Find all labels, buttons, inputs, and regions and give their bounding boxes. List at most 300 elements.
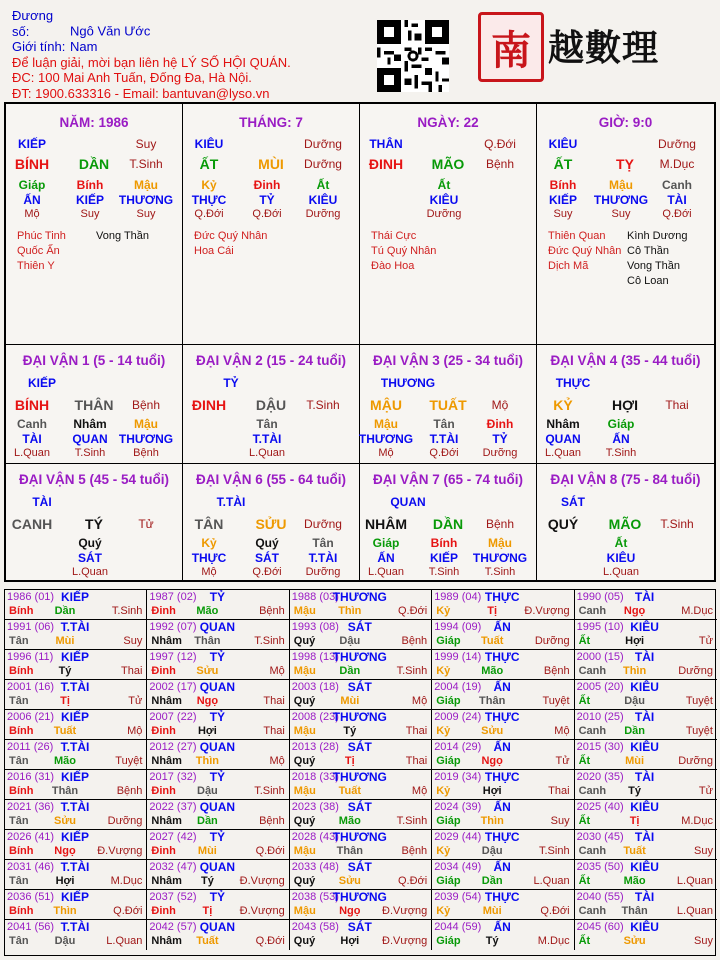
pillar-branch: DẦN — [78, 156, 110, 172]
luck-cell-6 — [183, 464, 360, 581]
year-god: KIẾP — [60, 770, 90, 784]
year-cell — [432, 770, 574, 800]
year-stem: Kỷ — [436, 785, 451, 797]
hidden-god: THƯƠNG — [593, 193, 649, 207]
pillar-branch: MÃO — [431, 156, 465, 172]
star-right: Vong Thần — [96, 230, 150, 242]
year-stage: L.Quan — [533, 875, 570, 887]
luck-branch: MÃO — [608, 516, 642, 532]
luck-hidden-state: T.Sinh — [484, 566, 516, 578]
pillar-cell-2 — [360, 104, 537, 345]
year-branch: Tị — [60, 695, 70, 707]
hidden-god: KIÊU — [429, 193, 459, 207]
luck-hidden-stem: Tân — [433, 417, 455, 431]
year-label: 2040 (55) — [576, 891, 624, 903]
year-cell — [5, 920, 147, 950]
year-cell — [432, 860, 574, 890]
luck-god: TÀI — [32, 495, 52, 509]
year-stage: M.Dục — [681, 815, 713, 827]
pillar-branch: TỴ — [616, 156, 634, 172]
year-cell — [147, 710, 289, 740]
chart-grid — [4, 102, 716, 582]
year-god: TỶ — [209, 650, 226, 664]
year-stem: Mậu — [293, 725, 316, 737]
year-branch: Thìn — [622, 665, 647, 677]
luck-hidden-god: TÀI — [22, 432, 42, 446]
year-stem: Giáp — [436, 635, 461, 647]
year-label: 2017 (32) — [149, 771, 197, 783]
year-branch: Dần — [481, 875, 503, 887]
year-god: QUAN — [199, 860, 236, 874]
year-cell — [147, 920, 289, 950]
owner-line — [12, 8, 291, 39]
year-label: 2041 (56) — [7, 921, 55, 933]
year-stem: Giáp — [436, 875, 461, 887]
luck-hidden-state: Bệnh — [133, 447, 159, 459]
year-stage: Suy — [694, 845, 713, 857]
year-god: THỰC — [484, 830, 520, 844]
year-stage: L.Quan — [676, 905, 713, 917]
year-cell — [147, 650, 289, 680]
year-stage: Thai — [405, 755, 428, 767]
year-branch: Tý — [58, 665, 72, 677]
pillar-stem: ĐINH — [368, 156, 404, 172]
luck-hidden-state: Q.Đới — [429, 447, 459, 459]
year-stem: Quý — [293, 935, 316, 947]
year-branch: Tuất — [480, 635, 504, 647]
year-stage: Dưỡng — [678, 755, 713, 767]
year-stem: Ất — [578, 695, 591, 707]
year-stem: Nhâm — [151, 695, 182, 707]
luck-branch: SỬU — [255, 516, 287, 532]
luck-title: ĐẠI VẬN 3 (25 - 34 tuổi) — [372, 353, 524, 368]
year-branch: Tuất — [196, 935, 219, 947]
luck-hidden-god: ẤN — [377, 551, 395, 565]
luck-title: ĐẠI VẬN 2 (15 - 24 tuổi) — [195, 353, 347, 368]
year-stage: Suy — [694, 935, 713, 947]
year-label: 2043 (58) — [291, 921, 339, 933]
star-left: Thiên Y — [17, 260, 55, 272]
year-label: 2001 (16) — [7, 681, 55, 693]
year-god: KIÊU — [630, 740, 659, 754]
yearly-table — [4, 589, 716, 956]
luck-hidden-state: L.Quan — [71, 566, 109, 578]
year-label: 2016 (31) — [7, 771, 55, 783]
luck-branch: HỢI — [612, 397, 638, 413]
star-left: Đức Quý Nhân — [548, 245, 622, 257]
year-stem: Quý — [293, 755, 316, 767]
year-god: ẤN — [493, 800, 511, 814]
year-stage: Q.Đới — [113, 905, 143, 917]
pillar-stage: Bệnh — [485, 157, 515, 171]
year-cell — [575, 710, 717, 740]
year-branch: Tuất — [53, 725, 77, 737]
year-stem: Kỷ — [436, 665, 451, 677]
year-label: 2000 (15) — [576, 651, 624, 663]
hidden-state: Suy — [553, 208, 573, 220]
luck-stem: MẬU — [370, 397, 402, 413]
contact-line-1: Để luận giải, mời bạn liên hệ LÝ SỐ HỘI QUÁN. — [12, 54, 291, 70]
year-stem: Giáp — [436, 935, 461, 947]
year-stem: Ất — [578, 875, 591, 887]
year-cell — [5, 620, 147, 650]
year-god: TỶ — [209, 770, 226, 784]
luck-hidden-god: THỰC — [191, 551, 227, 565]
gender-line — [12, 39, 291, 55]
luck-cell-5 — [6, 464, 183, 581]
year-label: 2009 (24) — [434, 711, 482, 723]
luck-hidden-god: SÁT — [255, 551, 279, 565]
luck-hidden-god: THƯƠNG — [118, 432, 174, 446]
year-label: 2023 (38) — [291, 801, 339, 813]
year-cell — [147, 680, 289, 710]
year-branch: Dậu — [339, 635, 361, 647]
year-branch: Sửu — [53, 815, 77, 827]
luck-hidden-god: T.TÀI — [308, 551, 338, 565]
year-label: 1991 (06) — [7, 621, 55, 633]
luck-hidden-state: T.Sinh — [74, 447, 106, 459]
hidden-god: THƯƠNG — [118, 193, 174, 207]
year-branch: Dần — [54, 605, 76, 617]
year-branch: Ngọ — [196, 695, 219, 707]
year-branch: Sửu — [196, 665, 219, 677]
luck-title: ĐẠI VẬN 5 (45 - 54 tuổi) — [18, 472, 170, 487]
year-stage: Q.Đới — [397, 605, 428, 617]
year-stage: T.Sinh — [254, 635, 285, 647]
star-right: Cô Loan — [627, 275, 669, 287]
luck-hidden-stem: Đinh — [486, 417, 514, 431]
year-stage: M.Dục — [537, 935, 570, 947]
luck-hidden-god: QUAN — [545, 432, 581, 446]
year-god: QUAN — [199, 920, 236, 934]
year-label: 2024 (39) — [434, 801, 482, 813]
luck-hidden-state: T.Sinh — [605, 447, 637, 459]
year-cell — [5, 590, 147, 620]
hidden-state: Dưỡng — [426, 208, 462, 220]
pillar-state: Q.Đới — [484, 137, 516, 151]
year-god: THỰC — [484, 890, 520, 904]
year-cell — [147, 830, 289, 860]
pillar-cell-0 — [6, 104, 183, 345]
star-left: Quốc Ấn — [17, 245, 60, 257]
luck-stage: Tử — [138, 517, 154, 531]
year-stem: Ất — [578, 755, 591, 767]
year-label: 1995 (10) — [576, 621, 624, 633]
luck-hidden-stem: Giáp — [607, 417, 635, 431]
year-stem: Đinh — [151, 785, 176, 797]
luck-god: THỰC — [555, 376, 591, 390]
year-stem: Ất — [578, 815, 591, 827]
year-label: 1989 (04) — [434, 591, 482, 603]
year-god: TÀI — [634, 710, 655, 724]
year-god: KIẾP — [60, 590, 90, 604]
year-branch: Ngọ — [481, 755, 503, 767]
year-stem: Quý — [293, 635, 316, 647]
year-label: 2003 (18) — [291, 681, 339, 693]
year-stem: Bính — [9, 785, 34, 797]
year-stage: Tuyệt — [685, 695, 713, 707]
year-stem: Canh — [578, 665, 607, 677]
year-label: 1999 (14) — [434, 651, 482, 663]
year-label: 1996 (11) — [7, 651, 54, 663]
year-branch: Dậu — [624, 695, 645, 707]
year-label: 2013 (28) — [291, 741, 339, 753]
hidden-stem: Đinh — [253, 178, 281, 192]
year-god: ẤN — [493, 680, 511, 694]
year-label: 1988 (03) — [291, 591, 339, 603]
pillar-cell-1 — [183, 104, 360, 345]
year-stem: Tân — [9, 935, 29, 947]
year-stem: Kỷ — [436, 905, 451, 917]
year-god: TÀI — [634, 650, 655, 664]
year-cell — [575, 680, 717, 710]
year-label: 2033 (48) — [291, 861, 339, 873]
luck-hidden-stem: Mậu — [488, 536, 512, 550]
year-branch: Mùi — [340, 695, 360, 707]
luck-title: ĐẠI VẬN 1 (5 - 14 tuổi) — [22, 353, 166, 368]
year-god: KIÊU — [630, 860, 659, 874]
year-stem: Đinh — [151, 665, 176, 677]
pillar-state: Suy — [135, 137, 157, 151]
year-cell — [432, 740, 574, 770]
hidden-state: Q.Đới — [662, 208, 692, 220]
luck-hidden-god: T.TÀI — [252, 432, 282, 446]
year-stage: T.Sinh — [396, 665, 428, 677]
year-god: KIẾP — [60, 890, 90, 904]
pillar-god: KIẾP — [17, 137, 47, 151]
luck-branch: DẦN — [432, 516, 464, 532]
year-label: 2026 (41) — [7, 831, 55, 843]
star-left: Thái Cực — [371, 230, 417, 242]
year-cell — [432, 650, 574, 680]
year-branch: Thìn — [53, 905, 77, 917]
luck-stem: TÂN — [194, 516, 224, 532]
year-cell — [290, 710, 432, 740]
year-branch: Tý — [343, 725, 357, 737]
year-branch: Mão — [54, 755, 76, 767]
year-god: SÁT — [347, 860, 372, 874]
pillar-god: KIÊU — [548, 137, 578, 151]
pillar-title: NGÀY: 22 — [417, 115, 479, 130]
year-cell — [5, 770, 147, 800]
hidden-god: THỰC — [191, 193, 227, 207]
hidden-state: Suy — [80, 208, 100, 220]
year-god: SÁT — [347, 680, 372, 694]
year-stage: Tử — [555, 755, 570, 767]
year-god: KIÊU — [630, 920, 659, 934]
luck-stage: Dưỡng — [304, 517, 342, 531]
luck-title: ĐẠI VẬN 6 (55 - 64 tuổi) — [195, 472, 347, 487]
year-branch: Mùi — [625, 755, 645, 767]
year-cell — [432, 800, 574, 830]
year-stem: Bính — [9, 905, 34, 917]
luck-cell-1 — [6, 345, 183, 464]
star-right: Vong Thần — [627, 260, 681, 272]
pillar-title: GIỜ: 9:0 — [598, 115, 653, 130]
luck-hidden-god: TỶ — [492, 432, 508, 446]
year-label: 2027 (42) — [149, 831, 197, 843]
luck-hidden-state: L.Quan — [13, 447, 51, 459]
year-branch: Dần — [339, 665, 361, 677]
luck-hidden-state: L.Quan — [367, 566, 405, 578]
year-label: 2034 (49) — [434, 861, 482, 873]
year-cell — [147, 860, 289, 890]
year-stage: Tử — [128, 695, 143, 707]
star-left: Đức Quý Nhân — [194, 230, 268, 242]
year-branch: Thân — [51, 785, 79, 797]
year-stem: Mậu — [293, 905, 316, 917]
year-god: ẤN — [493, 620, 511, 634]
luck-stage: T.Sinh — [660, 517, 694, 531]
hidden-state: Q.Đới — [252, 208, 282, 220]
year-branch: Mão — [481, 665, 504, 677]
year-god: QUAN — [199, 680, 236, 694]
year-god: THƯƠNG — [332, 650, 387, 664]
year-branch: Ngọ — [623, 605, 646, 617]
year-cell — [290, 920, 432, 950]
year-stem: Giáp — [436, 695, 461, 707]
year-cell — [5, 860, 147, 890]
luck-stage: Bệnh — [131, 398, 161, 412]
year-cell — [575, 890, 717, 920]
luck-branch: TUẤT — [429, 397, 467, 413]
year-cell — [575, 740, 717, 770]
year-branch: Sửu — [481, 725, 504, 737]
year-god: THỰC — [484, 590, 520, 604]
year-god: ẤN — [493, 860, 511, 874]
luck-stage: Mộ — [491, 398, 509, 412]
pillar-stage: Dưỡng — [304, 157, 342, 171]
year-branch: Mão — [196, 605, 219, 617]
year-label: 2004 (19) — [434, 681, 482, 693]
year-stage: Mộ — [554, 725, 570, 737]
year-stem: Mậu — [293, 845, 316, 857]
year-stem: Nhâm — [151, 755, 182, 767]
year-stage: Thai — [548, 785, 570, 797]
year-god: THƯƠNG — [332, 770, 387, 784]
year-label: 1997 (12) — [149, 651, 197, 663]
year-stage: L.Quan — [106, 935, 143, 947]
year-label: 1992 (07) — [149, 621, 197, 633]
year-stage: Bệnh — [259, 815, 285, 827]
year-cell — [290, 800, 432, 830]
year-label: 2038 (53) — [291, 891, 339, 903]
year-branch: Tị — [344, 755, 355, 767]
year-stem: Đinh — [151, 845, 176, 857]
luck-hidden-stem: Quý — [255, 536, 279, 550]
luck-hidden-stem: Mậu — [134, 417, 158, 431]
year-branch: Hợi — [55, 875, 75, 887]
year-god: THƯƠNG — [332, 890, 387, 904]
contact-line-3: ĐT: 1900.633316 - Email: bantuvan@lyso.vn — [12, 85, 270, 101]
owner-label: Đương số: — [12, 8, 54, 39]
luck-cell-7 — [360, 464, 537, 581]
year-branch: Mão — [338, 815, 361, 827]
luck-cell-3 — [360, 345, 537, 464]
year-cell — [575, 620, 717, 650]
luck-stem: CANH — [11, 516, 53, 532]
luck-hidden-god: THƯƠNG — [472, 551, 528, 565]
year-branch: Tị — [629, 815, 640, 827]
year-cell — [432, 680, 574, 710]
year-cell — [575, 800, 717, 830]
year-stem: Bính — [9, 845, 34, 857]
hidden-god: KIẾP — [548, 193, 578, 207]
year-branch: Dần — [197, 815, 218, 827]
year-cell — [290, 830, 432, 860]
year-god: T.TÀI — [60, 800, 90, 814]
year-label: 2039 (54) — [434, 891, 482, 903]
year-branch: Tý — [628, 785, 642, 797]
year-god: T.TÀI — [60, 920, 90, 934]
year-stage: Mộ — [127, 725, 143, 737]
year-branch: Tị — [202, 905, 213, 917]
year-cell — [432, 830, 574, 860]
seal-text: 南 — [491, 26, 531, 74]
year-stage: Đ.Vượng — [382, 905, 428, 917]
year-stage: Q.Đới — [540, 905, 570, 917]
year-branch: Hợi — [197, 725, 217, 737]
star-right: Cô Thần — [627, 245, 669, 257]
hidden-god: ẤN — [23, 193, 41, 207]
year-cell — [290, 890, 432, 920]
year-stage: Dưỡng — [534, 635, 570, 647]
year-branch: Thìn — [338, 605, 362, 617]
year-stem: Quý — [293, 875, 316, 887]
luck-hidden-god: ẤN — [612, 432, 630, 446]
qr-code-icon[interactable] — [377, 20, 449, 92]
year-branch: Mùi — [55, 635, 75, 647]
year-stem: Bính — [9, 605, 34, 617]
luck-hidden-state: L.Quan — [248, 447, 286, 459]
pillar-branch: MÙI — [258, 156, 284, 172]
year-label: 2036 (51) — [7, 891, 55, 903]
year-branch: Dậu — [197, 785, 218, 797]
year-label: 2020 (35) — [576, 771, 624, 783]
year-stage: T.Sinh — [396, 815, 428, 827]
luck-stage: T.Sinh — [306, 398, 340, 412]
year-god: KIẾP — [60, 710, 90, 724]
luck-cell-8 — [537, 464, 714, 581]
year-label: 2025 (40) — [576, 801, 624, 813]
year-label: 2010 (25) — [576, 711, 624, 723]
year-cell — [432, 710, 574, 740]
pillar-stage: M.Dục — [659, 157, 695, 171]
pillar-stem: ẤT — [553, 156, 573, 172]
year-god: TÀI — [634, 830, 655, 844]
year-stem: Quý — [293, 815, 316, 827]
year-branch: Hợi — [482, 785, 502, 797]
year-stage: M.Dục — [110, 875, 143, 887]
year-branch: Hợi — [625, 635, 645, 647]
hidden-state: Dưỡng — [305, 208, 341, 220]
luck-hidden-god: QUAN — [72, 432, 108, 446]
year-stem: Quý — [293, 695, 316, 707]
hidden-stem: Bính — [549, 178, 577, 192]
year-branch: Mùi — [197, 845, 217, 857]
luck-hidden-stem: Bính — [430, 536, 458, 550]
year-cell — [5, 680, 147, 710]
year-label: 2037 (52) — [149, 891, 197, 903]
pillar-title: THÁNG: 7 — [239, 115, 303, 130]
year-label: 2015 (30) — [576, 741, 624, 753]
year-cell — [575, 770, 717, 800]
year-cell — [147, 800, 289, 830]
year-stage: Tử — [698, 785, 713, 797]
year-stem: Nhâm — [151, 635, 182, 647]
year-label: 1998 (13) — [291, 651, 339, 663]
year-branch: Thân — [336, 845, 363, 857]
